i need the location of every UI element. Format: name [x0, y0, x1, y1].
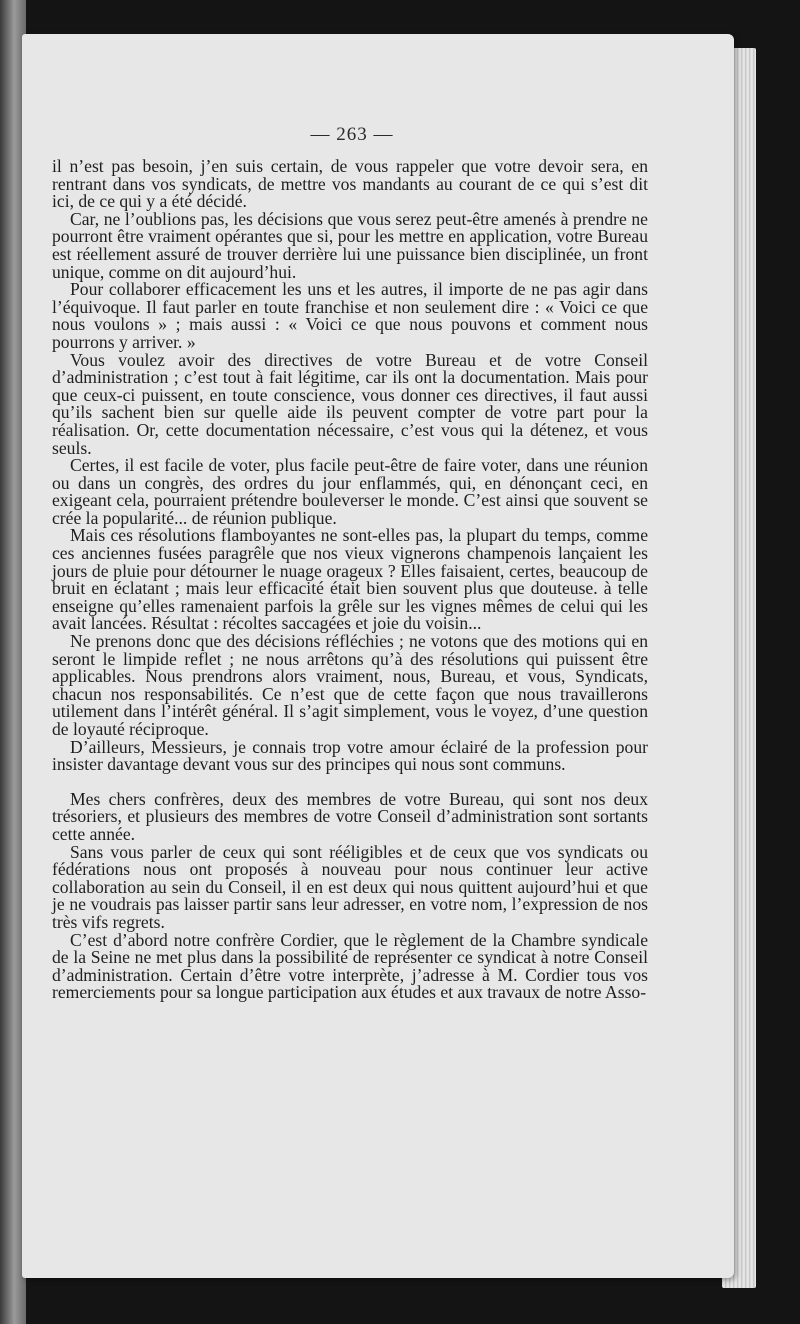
page-number: — 263 — — [310, 124, 394, 145]
body-text — [52, 158, 648, 1002]
paragraph: Car, ne l’oublions pas, les décisions que vous serez peut-être amenés à prendre ne pourront être vraiment opérantes que si, pour les mettre en application, votre Bureau est réellement assuré de trouver derrière lui une puissance bien disciplinée, un front unique, comme on dit aujourd’hui. — [52, 208, 648, 282]
book-page — [22, 34, 734, 1278]
paragraph: Pour collaborer efficacement les uns et les autres, il importe de ne pas agir dans l’équivoque. Il faut parler en toute franchise et non seulement dire : « Voici ce que nous voulons » ; mais aussi : « Voici ce que nous pouvons et comment nous pourrons y arriver. » — [52, 279, 648, 352]
paragraph: Vous voulez avoir des directives de votre Bureau et de votre Conseil d’administration ; c’est tout à fait légitime, car ils ont la documentation. Mais pour que ceux-ci puissent, en toute conscience, vous donner ces directives, il faut aussi qu’ils sachent bien sur quelle aide ils peuvent compter de votre part pour la réalisation. Or, cette documentation nécessaire, c’est vous qui la détenez, et vous seuls. — [52, 349, 648, 458]
paragraph: C’est d’abord notre confrère Cordier, que le règlement de la Chambre syndicale de la Seine ne met plus dans la possibilité de représenter ce syndicat à notre Conseil d’administration. Certain d’être votre interprète, j’adresse à M. Cordier tous vos remerciements pour sa longue participation aux études et aux travaux de notre Asso- — [52, 929, 648, 1003]
paragraph: Sans vous parler de ceux qui sont rééligibles et de ceux que vos syndicats ou fédérations nous ont proposés à nouveau pour nous continuer leur active collaboration au sein du Conseil, il en est deux qui nous quittent aujourd’hui et que je ne voudrais pas laisser partir sans leur adresser, en votre nom, l’expression de nos très vifs regrets. — [52, 841, 648, 932]
paragraph: Certes, il est facile de voter, plus facile peut-être de faire voter, dans une réunion ou dans un congrès, des ordres du jour enflammés, qui, en dénonçant ceci, en exigeant cela, pourraient prétendre bouleverser le monde. C’est ainsi que souvent se crée la popularité... de réunion publique. — [52, 455, 648, 528]
paragraph: Ne prenons donc que des décisions réfléchies ; ne votons que des motions qui en seront le limpide reflet ; ne nous arrêtons qu’à des résolutions qui puissent être applicables. Nous prendrons alors vraiment, nous, Bureau, et vous, Syndicats, chacun nos responsabilités. Ce n’est que de cette façon que nous travaillerons utilement dans l’intérêt général. Il s’agit simplement, vous le voyez, d’une question de loyauté réciproque. — [52, 631, 648, 739]
paragraph: il n’est pas besoin, j’en suis certain, de vous rappeler que votre devoir sera, en rentrant dans vos syndicats, de mettre vos mandants au courant de ce qui s’est dit ici, de ce qui y a été décidé. — [52, 156, 648, 212]
paragraph: D’ailleurs, Messieurs, je connais trop votre amour éclairé de la profession pour insister davantage devant vous sur des principes qui nous sont communs. — [52, 736, 648, 775]
paragraph: Mais ces résolutions flamboyantes ne sont-elles pas, la plupart du temps, comme ces anciennes fusées paragrêle que nos vieux vignerons champenois lançaient les jours de pluie pour détourner le nuage orageux ? Elles faisaient, certes, beaucoup de bruit en éclatant ; mais leur efficacité était bien souvent plus que douteuse. à telle enseigne qu’elles ramenaient parfois la grêle sur les vignes mêmes de celui qui les avait lancées. Résultat : récoltes saccagées et joie du voisin... — [52, 525, 648, 634]
paragraph: Mes chers confrères, deux des membres de votre Bureau, qui sont nos deux trésoriers, et plusieurs des membres de votre Conseil d’administration sont sortants cette année. — [52, 788, 648, 844]
